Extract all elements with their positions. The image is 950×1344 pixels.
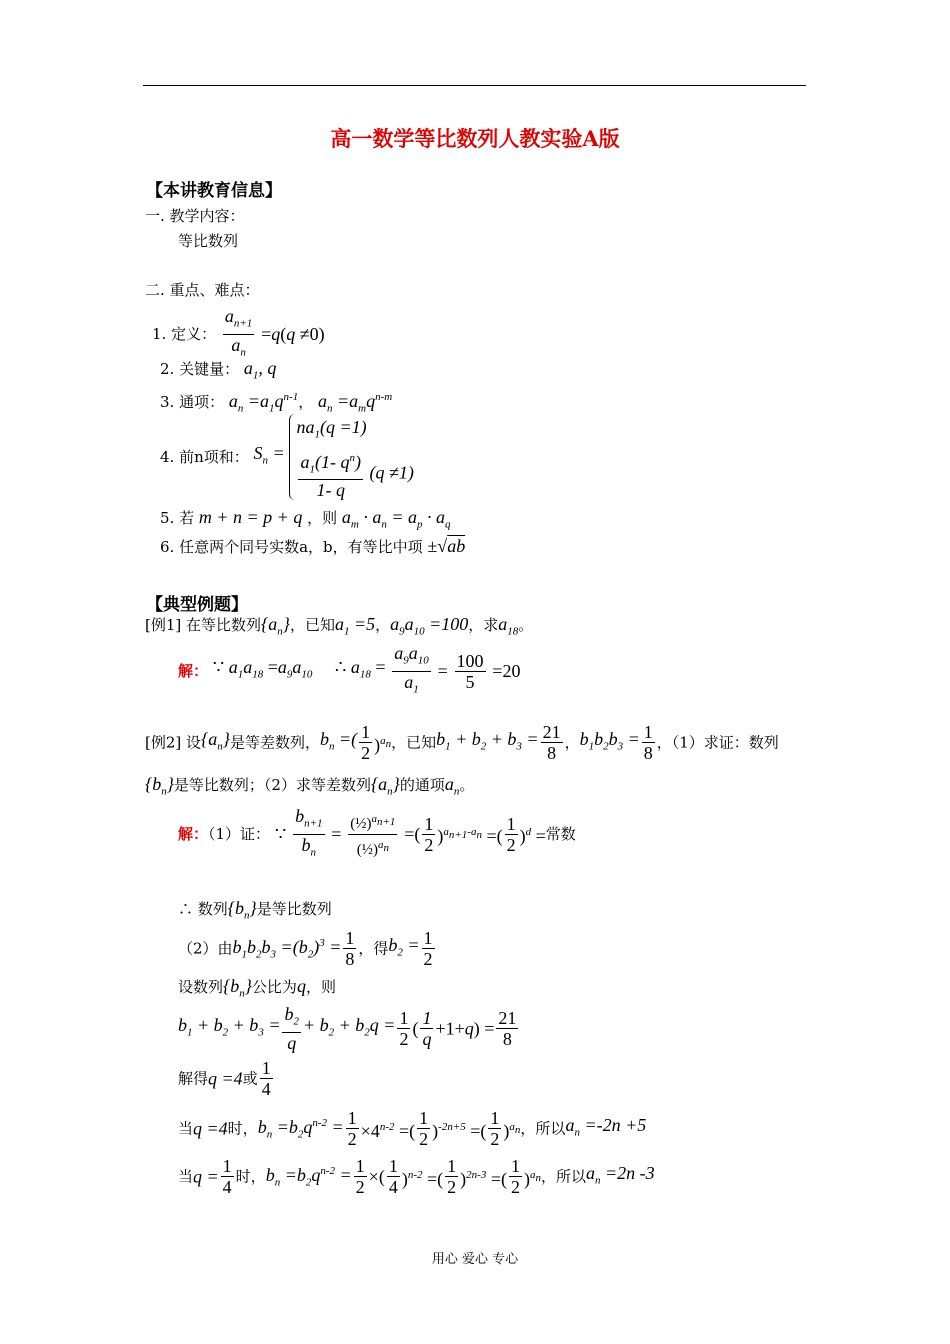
example-2-statement-cont: $\{b_n\}$是等比数列；（2）求等差数列$\{a_n\}$的通项$a_n$。 — [145, 774, 475, 798]
example-2-ratio: 设数列$\{b_n\}$公比为q，则 — [178, 976, 336, 1000]
example-2-solved-q: 解得q =4或 $\frac{1}{4}$ — [178, 1058, 271, 1099]
ex1-known: ，已知 — [289, 616, 335, 634]
key-label: 2. 关键量： — [160, 360, 240, 378]
content-label: 一. 教学内容： — [145, 207, 245, 225]
ex2-ratio: 设数列 — [178, 978, 224, 996]
definition-label: 1. 定义： — [152, 325, 217, 344]
item-property-5: 5. 若 m + n = p + q ，则 $a_m \cdot a_n = a_p \cdot a_q$ — [160, 507, 451, 531]
item-sum-formula: 4. 前n项和： $S_n$ = $na_1(q =1)$ $\frac{a_1(1- q^n)}{1- q}$ (q ≠1) — [160, 414, 414, 500]
definition-fraction: $\frac{a_{n+1}}{a_n}$ — [224, 306, 253, 359]
sum-label: 4. 前n项和： — [160, 448, 249, 467]
ex2-so-2: ，所以 — [540, 1167, 586, 1186]
ex2-then: ，则 — [305, 978, 336, 996]
ex2-end: 。 — [459, 776, 475, 794]
item-general-term: 3. 通项： $a_n =a_1q^{n-1}$， $a_n =a_mq^{n-m}$ — [160, 391, 393, 415]
general-label: 3. 通项： — [160, 393, 225, 411]
prop5-label: 5. 若 — [160, 509, 195, 527]
header-rule — [143, 85, 806, 86]
item-definition: 1. 定义： $\frac{a_{n+1}}{a_n}$ =q(q ≠0) — [152, 306, 325, 362]
example-2-case-q-quarter: 当q = $\frac{1}{4}$ 时，$b_n =b_2q^{n-2}$ = $\frac{1}{2}$ ×( $\frac{1}{4}$ )$^{n-2}$ =( $\frac{1}{2}$ )$^{2n-3}$ =( $\frac{1}{2}$ )$^{a_n}$，所以$a_n =2n$ -3 — [178, 1156, 655, 1197]
example-1-statement: [例1] 在等比数列$\{a_n\}$，已知$a_1 =5$，$a_9a_{10} =100$，求$a_{18}$。 — [145, 614, 534, 638]
ex2-so-1: ，所以 — [520, 1119, 566, 1138]
item-key-quantities: 2. 关键量： $a_1$, q — [160, 358, 277, 382]
example-1-solution: 解： ∵ $a_1a_{18} =a_9a_{10}$ ∴ $a_{18}$ = $\frac{a_9a_{10}}{a_1}$ = $\frac{100}{5}$ =20 — [178, 643, 521, 696]
ex2-text3: ，（1）求证：数列 — [656, 733, 779, 752]
ex2-text2: ，已知 — [391, 733, 437, 752]
sum-cases: $na_1(q =1)$ $\frac{a_1(1- q^n)}{1- q}$ (q ≠1) — [289, 414, 413, 500]
ex1-find: ，求 — [468, 616, 499, 634]
example-2-sum-equation: $b_1 + b_2 + b_3$ = $\frac{b_2}{q}$ + $b_2 + b_2q$ = $\frac{1}{2}$ ( $\frac{1}{q}$ +1+q) = $\frac{21}{8}$ — [178, 1004, 517, 1053]
ex2-solved: 解得 — [178, 1069, 209, 1088]
ex2-ratio2: 公比为 — [251, 978, 297, 996]
example-2-proof: 解：（1）证： ∵ $\frac{b_{n+1}}{b_n}$ = $\frac{(\frac{1}{2})^{a_{n+1}}}{(\frac{1}{2})^{a_n}}$ =( $\frac{1}{2}$ )$^{a_{n+1}-a_n}$ =( $\frac{1}{2}$ )$^d$ =常数 — [178, 806, 576, 859]
section-examples-heading: 【典型例题】 — [146, 595, 248, 615]
ex2-or: 或 — [242, 1069, 258, 1088]
prop5-then: ，则 — [307, 509, 338, 527]
ex2-proof-label: （1）证： — [208, 825, 271, 844]
ex2-part2: （2）由 — [178, 939, 233, 958]
content-value: 等比数列 — [178, 232, 239, 250]
ex2-when-2: 当 — [178, 1167, 194, 1186]
section-info-heading: 【本讲教育信息】 — [146, 181, 282, 201]
page-title: 高一数学等比数列人教实验A版 — [330, 126, 620, 151]
example-2-conclusion: ∴ 数列$\{b_n\}$是等比数列 — [178, 898, 332, 922]
item-property-6: 6. 任意两个同号实数a，b，有等比中项 ±√ab — [160, 536, 466, 556]
ex1-label: [例1] 在等比数列 — [145, 616, 262, 634]
ex2-when-suffix-1: 时， — [227, 1119, 258, 1138]
ex2-text4: 是等比数列；（2）求等差数列 — [173, 776, 371, 794]
ex2-get: ，得 — [358, 939, 389, 958]
ex2-text5: 的通项 — [399, 776, 445, 794]
ex2-when-suffix-2: 时， — [235, 1167, 266, 1186]
ex2-constant: 常数 — [545, 825, 576, 844]
example-2-part2: （2）由$b_1b_2b_3 =(b_2)^3$ = $\frac{1}{8}$ ，得$b_2$ = $\frac{1}{2}$ — [178, 928, 433, 969]
ex2-when-1: 当 — [178, 1119, 194, 1138]
ex2-text1: 是等差数列， — [229, 733, 320, 752]
ex1-end: 。 — [518, 616, 534, 634]
page-footer: 用心 爱心 专心 — [431, 1252, 519, 1267]
ex2-label: [例2] 设 — [145, 733, 202, 752]
example-2-statement: [例2] 设$\{a_n\}$是等差数列，$b_n$ =( $\frac{1}{2}$ )$^{a_n}$，已知$b_1 + b_2 + b_3$ = $\frac{21}{8}$ ，$b_1b_2b_3$ = $\frac{1}{8}$ ，（1）求证：数列 — [145, 722, 779, 763]
ex2-concl2: 是等比数列 — [256, 900, 332, 918]
example-2-case-q4: 当q =4时，$b_n =b_2q^{n-2}$ = $\frac{1}{2}$ $\times 4^{n-2}$ =( $\frac{1}{2}$ )$^{-2n+5}$ =( $\frac{1}{2}$ )$^{a_n}$，所以$a_n =-2n +5$ — [178, 1108, 647, 1149]
prop6-label: 6. 任意两个同号实数a，b，有等比中项 — [160, 538, 423, 556]
ex1-solution-label: 解： — [178, 662, 209, 681]
ex2-solution-label: 解： — [178, 825, 209, 844]
keypoints-label: 二. 重点、难点： — [145, 281, 260, 299]
ex2-concl: ∴ 数列 — [178, 900, 228, 918]
